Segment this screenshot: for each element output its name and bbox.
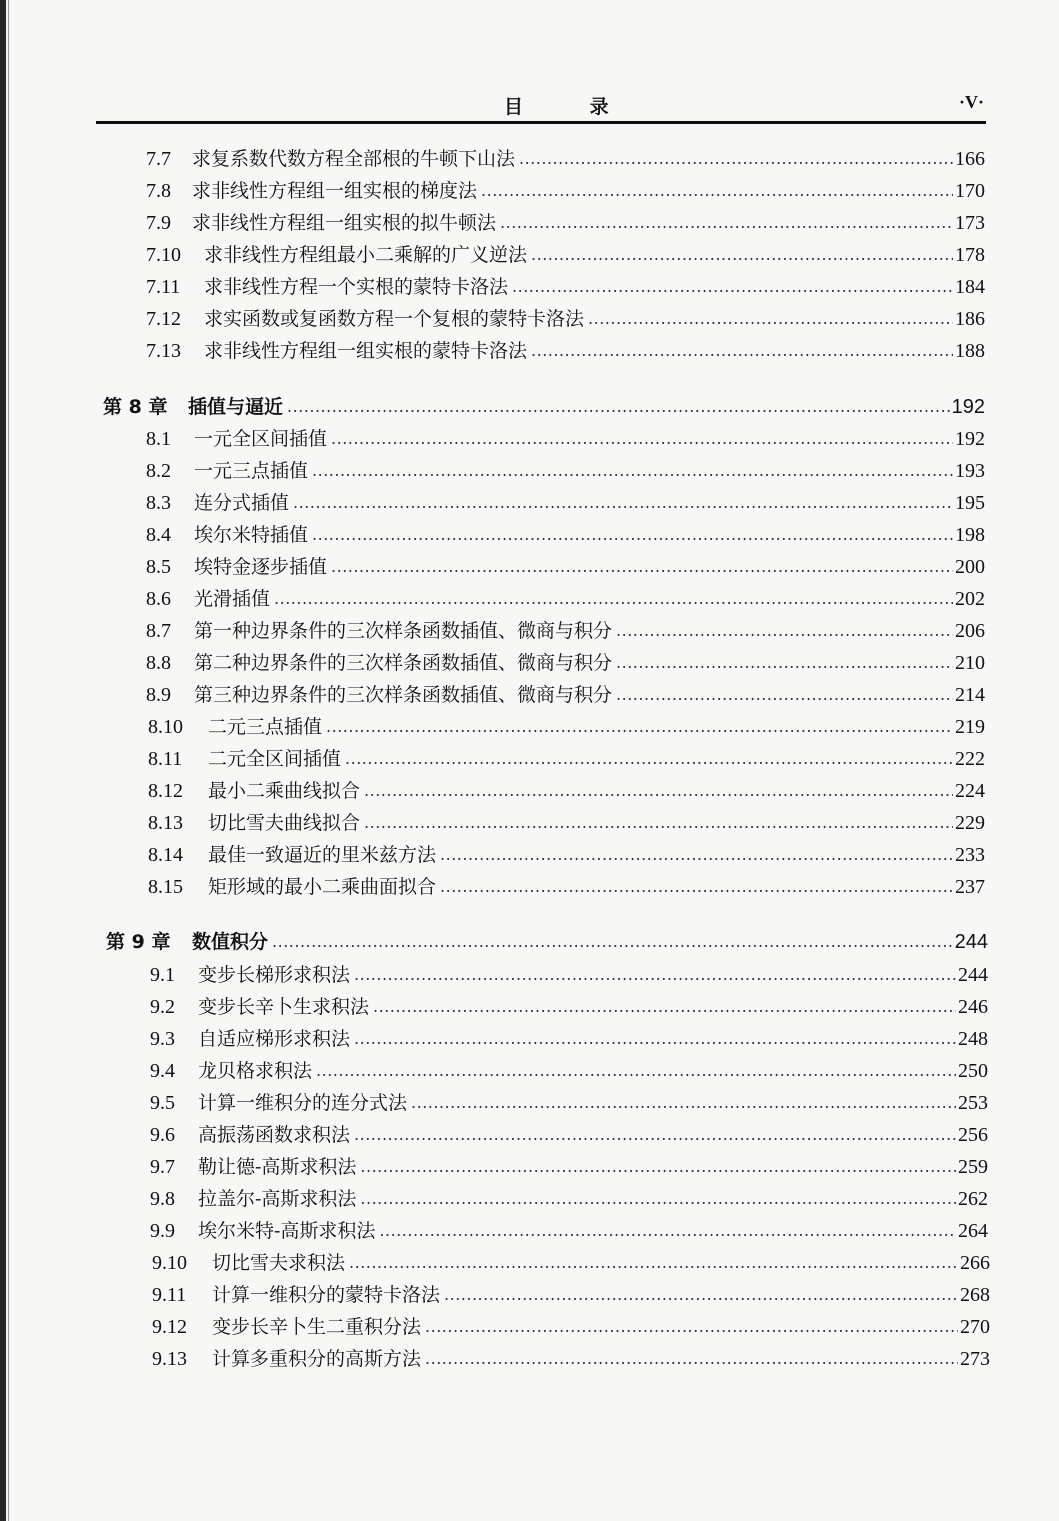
toc-entry-row[interactable] [146, 237, 985, 267]
toc-entry-row[interactable] [146, 549, 985, 579]
toc-entry-row[interactable] [146, 205, 985, 235]
toc-entry-row[interactable] [146, 485, 985, 515]
toc-section-number: 8.4 [146, 524, 171, 546]
toc-entry-row[interactable] [148, 741, 985, 771]
toc-section-title: 变步长辛卜生二重积分法 [212, 1316, 422, 1338]
toc-section-number: 7.9 [146, 212, 171, 234]
toc-entry-row[interactable] [150, 1053, 988, 1083]
toc-page-number: 210 [955, 652, 985, 674]
toc-section-title: 插值与逼近 [188, 396, 284, 418]
toc-leader-dots [312, 459, 953, 483]
toc-section-number: 7.13 [146, 340, 181, 362]
toc-section-number: 9.7 [150, 1156, 175, 1178]
toc-leader-dots [531, 339, 953, 363]
toc-leader-dots [379, 1219, 956, 1243]
toc-page-number: 219 [955, 716, 985, 738]
toc-section-number: 8.14 [148, 844, 183, 866]
toc-entry-row[interactable] [148, 869, 985, 899]
toc-page-number: 264 [958, 1220, 988, 1242]
toc-page-number: 193 [955, 460, 985, 482]
toc-leader-dots [272, 930, 953, 954]
toc-page-number: 170 [955, 180, 985, 202]
toc-leader-dots [349, 1251, 958, 1275]
toc-section-number: 第 9 章 [106, 931, 171, 953]
page-edge-shadow [0, 0, 6, 1521]
toc-entry-row[interactable] [148, 837, 985, 867]
toc-entry-row[interactable] [146, 333, 985, 363]
toc-leader-dots [616, 683, 953, 707]
toc-entry-row[interactable] [150, 957, 988, 987]
toc-section-number: 8.15 [148, 876, 183, 898]
toc-leader-dots [331, 427, 953, 451]
toc-section-number: 9.6 [150, 1124, 175, 1146]
toc-entry-row[interactable] [150, 1213, 988, 1243]
toc-section-number: 9.13 [152, 1348, 187, 1370]
toc-page-number: 195 [955, 492, 985, 514]
toc-entry-row[interactable] [146, 173, 985, 203]
toc-entry-row[interactable] [146, 421, 985, 451]
toc-page-number: 256 [958, 1124, 988, 1146]
toc-section-title: 计算一维积分的蒙特卡洛法 [212, 1284, 441, 1306]
toc-chapter-row[interactable] [106, 924, 988, 954]
toc-entry-row[interactable] [152, 1277, 990, 1307]
toc-leader-dots [293, 491, 953, 515]
toc-section-title: 求非线性方程组一组实根的蒙特卡洛法 [204, 340, 528, 362]
toc-page-number: 192 [951, 396, 985, 418]
toc-section-title: 埃尔米特插值 [194, 524, 309, 546]
toc-section-number: 7.10 [146, 244, 181, 266]
toc-page-number: 198 [955, 524, 985, 546]
toc-section-number: 9.11 [152, 1284, 187, 1306]
toc-leader-dots [519, 147, 953, 171]
toc-section-title: 求非线性方程一个实根的蒙特卡洛法 [204, 276, 509, 298]
toc-section-number: 第 8 章 [103, 396, 168, 418]
toc-entry-row[interactable] [150, 1181, 988, 1211]
toc-section-number: 9.2 [150, 996, 175, 1018]
toc-entry-row[interactable] [146, 141, 985, 171]
toc-page-number: 166 [955, 148, 985, 170]
toc-entry-row[interactable] [148, 773, 985, 803]
toc-leader-dots [331, 555, 953, 579]
toc-entry-row[interactable] [152, 1245, 990, 1275]
toc-section-title: 第二种边界条件的三次样条函数插值、微商与积分 [194, 652, 613, 674]
toc-section-number: 9.3 [150, 1028, 175, 1050]
toc-section-number: 9.9 [150, 1220, 175, 1242]
toc-leader-dots [616, 619, 953, 643]
toc-section-title: 自适应梯形求积法 [198, 1028, 351, 1050]
toc-leader-dots [440, 843, 953, 867]
toc-entry-row[interactable] [146, 517, 985, 547]
toc-page-number: 192 [955, 428, 985, 450]
toc-chapter-row[interactable] [103, 389, 985, 419]
toc-page-number: 237 [955, 876, 985, 898]
toc-page-number: 259 [958, 1156, 988, 1178]
toc-leader-dots [425, 1347, 958, 1371]
toc-section-title: 拉盖尔-高斯求积法 [198, 1188, 357, 1210]
toc-page-number: 173 [955, 212, 985, 234]
toc-page-number: 244 [958, 964, 988, 986]
toc-section-title: 数值积分 [192, 931, 269, 953]
toc-page-number: 202 [955, 588, 985, 610]
toc-entry-row[interactable] [152, 1309, 990, 1339]
toc-page-number: 200 [955, 556, 985, 578]
toc-section-number: 7.8 [146, 180, 171, 202]
toc-section-number: 8.5 [146, 556, 171, 578]
toc-leader-dots [316, 1059, 956, 1083]
toc-page-number: 262 [958, 1188, 988, 1210]
toc-section-title: 第一种边界条件的三次样条函数插值、微商与积分 [194, 620, 613, 642]
toc-leader-dots [481, 179, 953, 203]
toc-leader-dots [354, 1027, 956, 1051]
toc-leader-dots [360, 1155, 956, 1179]
toc-page-number: 224 [955, 780, 985, 802]
toc-section-number: 8.9 [146, 684, 171, 706]
toc-page-number: 233 [955, 844, 985, 866]
toc-entry-row[interactable] [148, 709, 985, 739]
toc-leader-dots [345, 747, 953, 771]
toc-section-number: 9.1 [150, 964, 175, 986]
toc-section-title: 变步长辛卜生求积法 [198, 996, 370, 1018]
toc-page-number: 222 [955, 748, 985, 770]
toc-entry-row[interactable] [150, 1085, 988, 1115]
toc-page-number: 270 [960, 1316, 990, 1338]
toc-page-number: 266 [960, 1252, 990, 1274]
toc-section-title: 计算多重积分的高斯方法 [212, 1348, 422, 1370]
toc-section-number: 8.11 [148, 748, 183, 770]
toc-leader-dots [531, 243, 953, 267]
toc-leader-dots [373, 995, 956, 1019]
toc-section-number: 7.11 [146, 276, 181, 298]
toc-page-number: 246 [958, 996, 988, 1018]
toc-entry-row[interactable] [146, 301, 985, 331]
toc-section-number: 9.8 [150, 1188, 175, 1210]
toc-section-title: 光滑插值 [194, 588, 271, 610]
toc-page-number: 214 [955, 684, 985, 706]
toc-page-number: 253 [958, 1092, 988, 1114]
toc-entry-row[interactable] [150, 989, 988, 1019]
toc-section-title: 求非线性方程组一组实根的拟牛顿法 [192, 212, 497, 234]
toc-section-number: 8.8 [146, 652, 171, 674]
toc-section-title: 计算一维积分的连分式法 [198, 1092, 408, 1114]
toc-section-title: 勒让德-高斯求积法 [198, 1156, 357, 1178]
toc-section-title: 埃尔米特-高斯求积法 [198, 1220, 376, 1242]
toc-leader-dots [364, 811, 953, 835]
toc-section-title: 二元三点插值 [208, 716, 323, 738]
toc-entry-row[interactable] [148, 805, 985, 835]
toc-leader-dots [588, 307, 953, 331]
toc-section-title: 二元全区间插值 [208, 748, 342, 770]
toc-section-title: 切比雪夫曲线拟合 [208, 812, 361, 834]
toc-section-number: 8.13 [148, 812, 183, 834]
header-page-marker: ·V· [958, 92, 984, 112]
toc-entry-row[interactable] [146, 645, 985, 675]
toc-section-title: 龙贝格求积法 [198, 1060, 313, 1082]
toc-leader-dots [364, 779, 953, 803]
toc-leader-dots [616, 651, 953, 675]
toc-entry-row[interactable] [146, 581, 985, 611]
toc-section-title: 一元三点插值 [194, 460, 309, 482]
toc-section-title: 求复系数代数方程全部根的牛顿下山法 [192, 148, 516, 170]
toc-leader-dots [360, 1187, 956, 1211]
toc-section-number: 8.3 [146, 492, 171, 514]
toc-leader-dots [274, 587, 953, 611]
toc-entry-row[interactable] [146, 613, 985, 643]
toc-section-title: 求非线性方程组最小二乘解的广义逆法 [204, 244, 528, 266]
toc-section-title: 切比雪夫求积法 [212, 1252, 346, 1274]
toc-section-number: 8.7 [146, 620, 171, 642]
toc-section-title: 连分式插值 [194, 492, 290, 514]
toc-entry-row[interactable] [146, 269, 985, 299]
toc-leader-dots [354, 963, 956, 987]
toc-page-number: 178 [955, 244, 985, 266]
toc-leader-dots [512, 275, 953, 299]
toc-section-number: 8.2 [146, 460, 171, 482]
toc-section-number: 8.1 [146, 428, 171, 450]
toc-entry-row[interactable] [146, 453, 985, 483]
toc-section-title: 埃特金逐步插值 [194, 556, 328, 578]
toc-page-number: 268 [960, 1284, 990, 1306]
toc-section-number: 9.12 [152, 1316, 187, 1338]
toc-section-number: 8.12 [148, 780, 183, 802]
toc-page-number: 184 [955, 276, 985, 298]
toc-section-number: 9.4 [150, 1060, 175, 1082]
toc-entry-row[interactable] [150, 1149, 988, 1179]
toc-section-title: 变步长梯形求积法 [198, 964, 351, 986]
toc-entry-row[interactable] [152, 1341, 990, 1371]
toc-leader-dots [326, 715, 953, 739]
running-header [96, 90, 986, 120]
toc-section-title: 求实函数或复函数方程一个复根的蒙特卡洛法 [204, 308, 585, 330]
toc-leader-dots [411, 1091, 956, 1115]
toc-section-number: 9.10 [152, 1252, 187, 1274]
toc-section-title: 求非线性方程组一组实根的梯度法 [192, 180, 478, 202]
toc-section-title: 第三种边界条件的三次样条函数插值、微商与积分 [194, 684, 613, 706]
toc-section-number: 8.6 [146, 588, 171, 610]
toc-entry-row[interactable] [150, 1021, 988, 1051]
toc-page-number: 186 [955, 308, 985, 330]
toc-leader-dots [500, 211, 953, 235]
toc-section-number: 9.5 [150, 1092, 175, 1114]
toc-section-number: 8.10 [148, 716, 183, 738]
toc-page-number: 273 [960, 1348, 990, 1370]
header-title: 目 录 [504, 96, 639, 118]
toc-section-title: 最佳一致逼近的里米兹方法 [208, 844, 437, 866]
toc-page-number: 229 [955, 812, 985, 834]
toc-section-number: 7.12 [146, 308, 181, 330]
toc-leader-dots [312, 523, 953, 547]
toc-leader-dots [440, 875, 953, 899]
toc-entry-row[interactable] [150, 1117, 988, 1147]
toc-page-number: 188 [955, 340, 985, 362]
toc-leader-dots [354, 1123, 956, 1147]
toc-page-number: 250 [958, 1060, 988, 1082]
toc-section-title: 一元全区间插值 [194, 428, 328, 450]
toc-section-title: 高振荡函数求积法 [198, 1124, 351, 1146]
header-rule [96, 121, 986, 124]
toc-section-number: 7.7 [146, 148, 171, 170]
page-edge-line [8, 0, 9, 1521]
toc-leader-dots [287, 395, 950, 419]
toc-entry-row[interactable] [146, 677, 985, 707]
toc-section-title: 最小二乘曲线拟合 [208, 780, 361, 802]
toc-section-title: 矩形域的最小二乘曲面拟合 [208, 876, 437, 898]
toc-page-number: 248 [958, 1028, 988, 1050]
toc-page-number: 244 [954, 931, 988, 953]
toc-leader-dots [444, 1283, 958, 1307]
toc-page-number: 206 [955, 620, 985, 642]
toc-leader-dots [425, 1315, 958, 1339]
